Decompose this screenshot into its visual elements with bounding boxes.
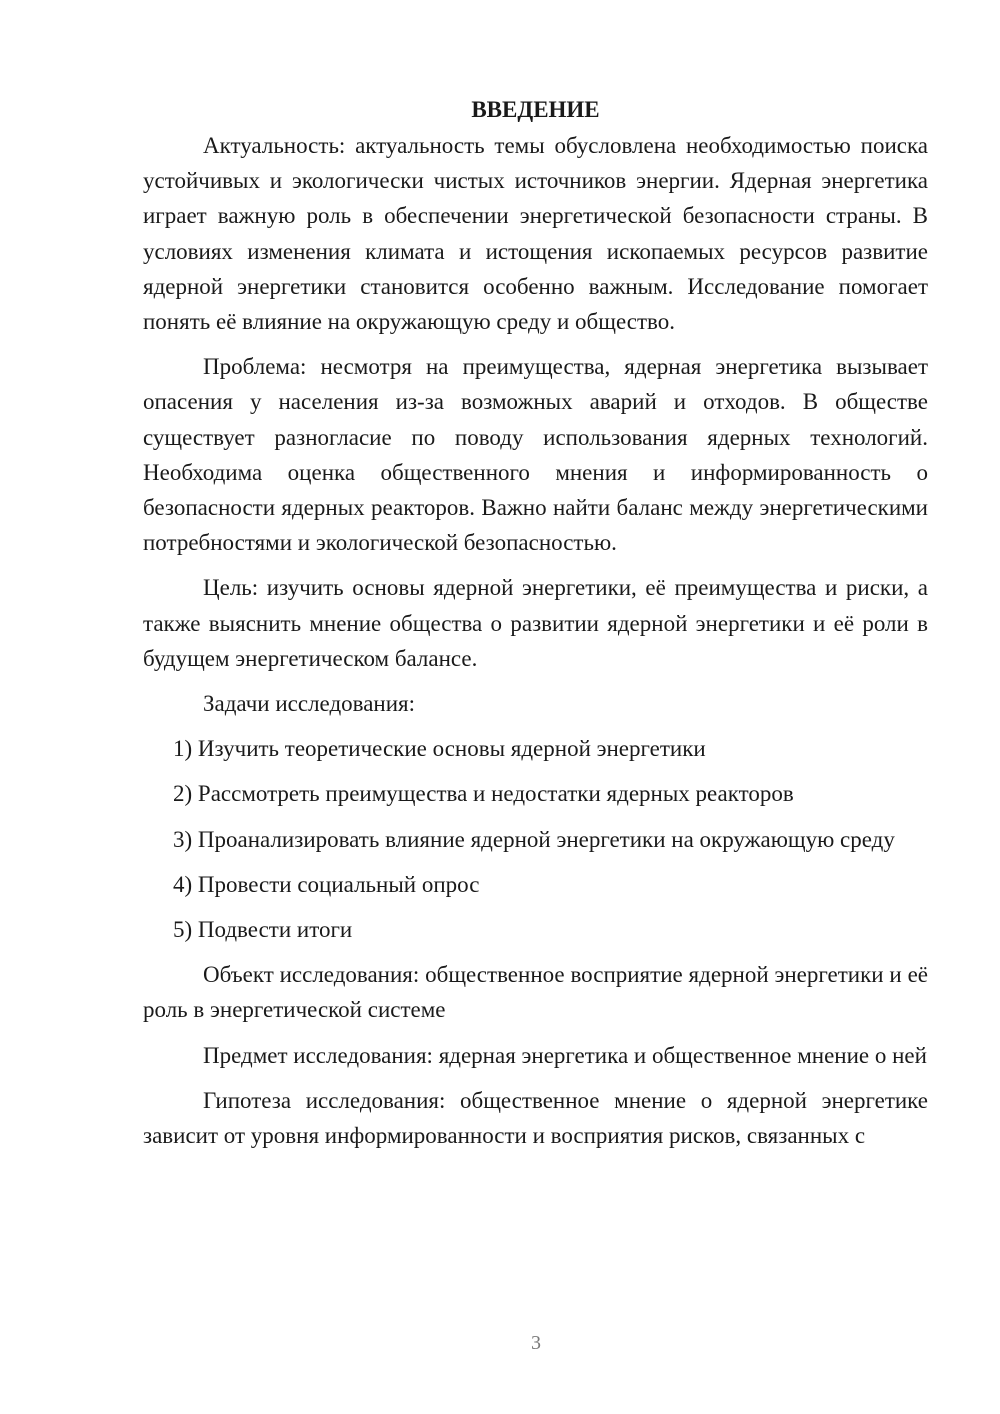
task-item: 5) Подвести итоги [173, 917, 353, 943]
task-item: 1) Изучить теоретические основы ядерной энергетики [173, 736, 706, 762]
task-item: 4) Провести социальный опрос [173, 871, 480, 897]
paragraph-relevance: Актуальность: актуальность темы обусловлена необходимостью поиска устойчивых и экологически чистых источников энергии. Ядерная энергетика играет важную роль в обеспечении энергетической безопасности страны. В условиях изменения климата и истощения ископаемых ресурсов развитие ядерной энергетики становится особенно важным. Исследование помогает понять её влияние на окружающую среду и общество. [143, 133, 928, 335]
paragraph-subject: Предмет исследования: ядерная энергетика и общественное мнение о ней [203, 1042, 927, 1068]
task-item: 3) Проанализировать влияние ядерной энергетики на окружающую среду [173, 826, 895, 852]
document-body [143, 92, 928, 1163]
paragraph-goal: Цель: изучить основы ядерной энергетики, её преимущества и риски, а также выяснить мнение общества о развитии ядерной энергетики и её роли в будущем энергетическом балансе. [143, 575, 928, 671]
page-title: ВВЕДЕНИЕ [471, 97, 600, 122]
paragraph-problem: Проблема: несмотря на преимущества, ядерная энергетика вызывает опасения у населения из-за возможных аварий и отходов. В обществе существует разногласие по поводу использования ядерных технологий. Необходима оценка общественного мнения и информированность о безопасности ядерных реакторов. Важно найти баланс между энергетическими потребностями и экологической безопасностью. [143, 354, 928, 556]
paragraph-hypothesis: Гипотеза исследования: общественное мнение о ядерной энергетике зависит от уровня информированности и восприятия рисков, связанных с [143, 1087, 928, 1149]
paragraph-tasks-heading: Задачи исследования: [203, 691, 416, 717]
paragraph-object: Объект исследования: общественное восприятие ядерной энергетики и её роль в энергетической системе [143, 962, 928, 1023]
task-item: 2) Рассмотреть преимущества и недостатки ядерных реакторов [173, 781, 794, 807]
page-number: 3 [531, 1332, 541, 1354]
